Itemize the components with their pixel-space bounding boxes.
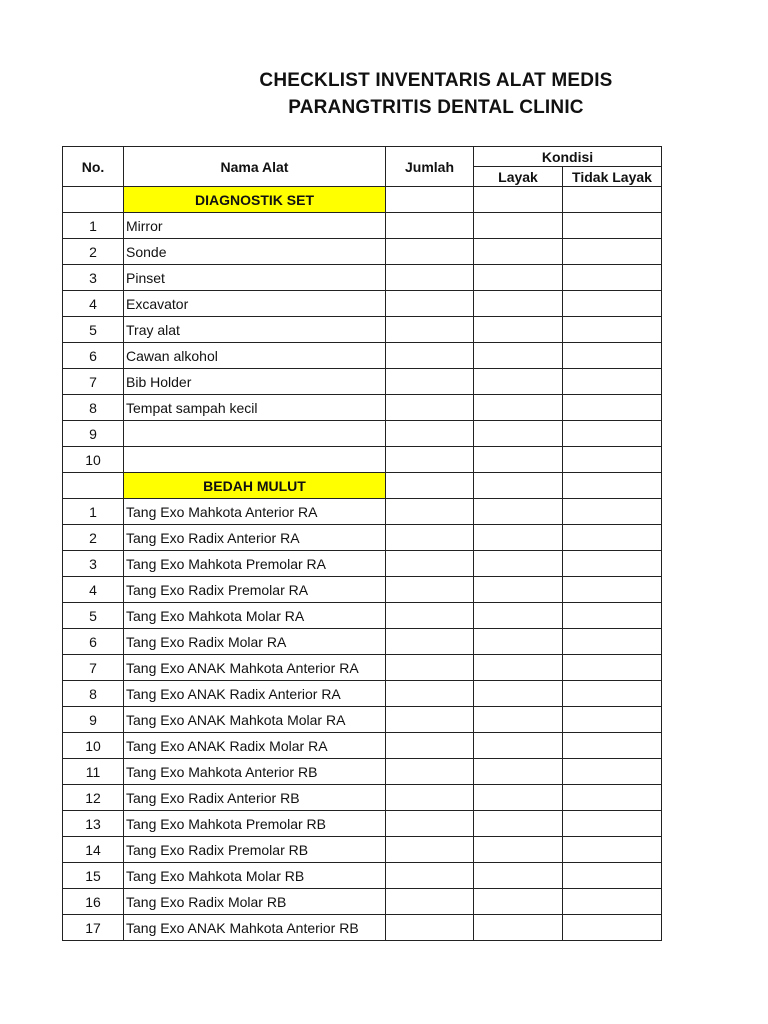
table-row xyxy=(63,551,662,577)
table-row xyxy=(63,395,662,421)
item-number: 7 xyxy=(63,655,124,681)
item-name: Tang Exo Radix Premolar RB xyxy=(124,837,386,863)
jumlah-cell xyxy=(386,707,474,733)
jumlah-cell xyxy=(386,733,474,759)
tidak-layak-cell xyxy=(563,187,662,213)
table-row xyxy=(63,291,662,317)
item-name: Tang Exo Mahkota Anterior RA xyxy=(124,499,386,525)
jumlah-cell xyxy=(386,343,474,369)
tidak-layak-cell xyxy=(563,473,662,499)
jumlah-cell xyxy=(386,265,474,291)
layak-cell xyxy=(474,707,563,733)
jumlah-cell xyxy=(386,681,474,707)
layak-cell xyxy=(474,889,563,915)
table-row xyxy=(63,603,662,629)
layak-cell xyxy=(474,603,563,629)
item-name: Sonde xyxy=(124,239,386,265)
tidak-layak-cell xyxy=(563,707,662,733)
item-number: 6 xyxy=(63,343,124,369)
layak-cell xyxy=(474,473,563,499)
jumlah-cell xyxy=(386,447,474,473)
tidak-layak-cell xyxy=(563,733,662,759)
item-name: Tang Exo ANAK Radix Anterior RA xyxy=(124,681,386,707)
layak-cell xyxy=(474,811,563,837)
item-name: Tang Exo Radix Premolar RA xyxy=(124,577,386,603)
layak-cell xyxy=(474,369,563,395)
item-number: 5 xyxy=(63,317,124,343)
jumlah-cell xyxy=(386,291,474,317)
tidak-layak-cell xyxy=(563,915,662,941)
item-name: Tang Exo Mahkota Anterior RB xyxy=(124,759,386,785)
jumlah-cell xyxy=(386,577,474,603)
layak-cell xyxy=(474,213,563,239)
jumlah-cell xyxy=(386,499,474,525)
item-number: 2 xyxy=(63,525,124,551)
item-name: Tang Exo Mahkota Molar RA xyxy=(124,603,386,629)
table-row xyxy=(63,655,662,681)
table-row xyxy=(63,421,662,447)
tidak-layak-cell xyxy=(563,655,662,681)
table-row xyxy=(63,733,662,759)
layak-cell xyxy=(474,759,563,785)
table-row xyxy=(63,889,662,915)
item-name: Tempat sampah kecil xyxy=(124,395,386,421)
layak-cell xyxy=(474,733,563,759)
layak-cell xyxy=(474,499,563,525)
item-name: Tang Exo ANAK Radix Molar RA xyxy=(124,733,386,759)
jumlah-cell xyxy=(386,395,474,421)
layak-cell xyxy=(474,343,563,369)
layak-cell xyxy=(474,551,563,577)
table-row xyxy=(63,499,662,525)
item-name xyxy=(124,447,386,473)
inventory-table xyxy=(62,146,662,941)
item-number: 9 xyxy=(63,707,124,733)
table-row xyxy=(63,629,662,655)
tidak-layak-cell xyxy=(563,811,662,837)
item-number: 17 xyxy=(63,915,124,941)
layak-cell xyxy=(474,265,563,291)
layak-cell xyxy=(474,915,563,941)
jumlah-cell xyxy=(386,759,474,785)
item-name: Tang Exo Mahkota Molar RB xyxy=(124,863,386,889)
jumlah-cell xyxy=(386,317,474,343)
item-number: 10 xyxy=(63,733,124,759)
tidak-layak-cell xyxy=(563,499,662,525)
tidak-layak-cell xyxy=(563,369,662,395)
layak-cell xyxy=(474,577,563,603)
tidak-layak-cell xyxy=(563,213,662,239)
item-name: Tang Exo Radix Molar RA xyxy=(124,629,386,655)
document-subtitle: PARANGTRITIS DENTAL CLINIC xyxy=(288,97,584,118)
jumlah-cell xyxy=(386,525,474,551)
jumlah-cell xyxy=(386,629,474,655)
jumlah-cell xyxy=(386,811,474,837)
jumlah-cell xyxy=(386,785,474,811)
tidak-layak-cell xyxy=(563,629,662,655)
table-row xyxy=(63,525,662,551)
header-kondisi: Kondisi xyxy=(474,147,662,167)
item-number: 5 xyxy=(63,603,124,629)
jumlah-cell xyxy=(386,473,474,499)
table-row xyxy=(63,681,662,707)
jumlah-cell xyxy=(386,187,474,213)
jumlah-cell xyxy=(386,421,474,447)
layak-cell xyxy=(474,681,563,707)
layak-cell xyxy=(474,655,563,681)
header-nama-alat: Nama Alat xyxy=(124,147,386,187)
item-name: Tray alat xyxy=(124,317,386,343)
table-row xyxy=(63,759,662,785)
item-number: 11 xyxy=(63,759,124,785)
tidak-layak-cell xyxy=(563,681,662,707)
table-row xyxy=(63,785,662,811)
jumlah-cell xyxy=(386,239,474,265)
section-no-cell xyxy=(63,473,124,499)
item-name: Tang Exo Mahkota Premolar RB xyxy=(124,811,386,837)
tidak-layak-cell xyxy=(563,889,662,915)
section-title: DIAGNOSTIK SET xyxy=(124,187,386,213)
layak-cell xyxy=(474,317,563,343)
item-number: 7 xyxy=(63,369,124,395)
item-name: Tang Exo Mahkota Premolar RA xyxy=(124,551,386,577)
tidak-layak-cell xyxy=(563,421,662,447)
item-number: 1 xyxy=(63,499,124,525)
item-number: 16 xyxy=(63,889,124,915)
layak-cell xyxy=(474,863,563,889)
tidak-layak-cell xyxy=(563,317,662,343)
tidak-layak-cell xyxy=(563,291,662,317)
tidak-layak-cell xyxy=(563,603,662,629)
item-name: Tang Exo ANAK Mahkota Molar RA xyxy=(124,707,386,733)
table-body xyxy=(63,187,662,941)
item-name: Bib Holder xyxy=(124,369,386,395)
layak-cell xyxy=(474,629,563,655)
header-tidak-layak: Tidak Layak xyxy=(563,167,662,187)
jumlah-cell xyxy=(386,213,474,239)
jumlah-cell xyxy=(386,863,474,889)
table-row xyxy=(63,447,662,473)
item-number: 13 xyxy=(63,811,124,837)
table-row xyxy=(63,265,662,291)
item-name: Tang Exo ANAK Mahkota Anterior RA xyxy=(124,655,386,681)
tidak-layak-cell xyxy=(563,395,662,421)
table-row xyxy=(63,915,662,941)
tidak-layak-cell xyxy=(563,265,662,291)
item-name: Cawan alkohol xyxy=(124,343,386,369)
table-row xyxy=(63,707,662,733)
section-no-cell xyxy=(63,187,124,213)
item-number: 2 xyxy=(63,239,124,265)
item-number: 8 xyxy=(63,395,124,421)
layak-cell xyxy=(474,421,563,447)
item-number: 1 xyxy=(63,213,124,239)
item-name: Mirror xyxy=(124,213,386,239)
item-name: Pinset xyxy=(124,265,386,291)
item-name xyxy=(124,421,386,447)
table-row xyxy=(63,811,662,837)
table-row xyxy=(63,837,662,863)
section-row xyxy=(63,473,662,499)
jumlah-cell xyxy=(386,889,474,915)
tidak-layak-cell xyxy=(563,343,662,369)
tidak-layak-cell xyxy=(563,837,662,863)
item-number: 4 xyxy=(63,291,124,317)
table-row xyxy=(63,863,662,889)
layak-cell xyxy=(474,395,563,421)
item-number: 6 xyxy=(63,629,124,655)
item-number: 4 xyxy=(63,577,124,603)
section-row xyxy=(63,187,662,213)
layak-cell xyxy=(474,447,563,473)
item-name: Tang Exo Radix Molar RB xyxy=(124,889,386,915)
tidak-layak-cell xyxy=(563,239,662,265)
layak-cell xyxy=(474,785,563,811)
item-name: Tang Exo Radix Anterior RA xyxy=(124,525,386,551)
layak-cell xyxy=(474,525,563,551)
jumlah-cell xyxy=(386,369,474,395)
item-name: Tang Exo Radix Anterior RB xyxy=(124,785,386,811)
item-number: 12 xyxy=(63,785,124,811)
item-number: 14 xyxy=(63,837,124,863)
header-no: No. xyxy=(63,147,124,187)
layak-cell xyxy=(474,291,563,317)
item-number: 3 xyxy=(63,551,124,577)
tidak-layak-cell xyxy=(563,447,662,473)
table-row xyxy=(63,577,662,603)
jumlah-cell xyxy=(386,837,474,863)
tidak-layak-cell xyxy=(563,785,662,811)
item-number: 10 xyxy=(63,447,124,473)
header-layak: Layak xyxy=(474,167,563,187)
table-row xyxy=(63,317,662,343)
tidak-layak-cell xyxy=(563,577,662,603)
table-row xyxy=(63,239,662,265)
layak-cell xyxy=(474,187,563,213)
document-title: CHECKLIST INVENTARIS ALAT MEDIS xyxy=(259,70,613,91)
tidak-layak-cell xyxy=(563,863,662,889)
jumlah-cell xyxy=(386,655,474,681)
layak-cell xyxy=(474,837,563,863)
item-number: 15 xyxy=(63,863,124,889)
tidak-layak-cell xyxy=(563,759,662,785)
item-number: 3 xyxy=(63,265,124,291)
tidak-layak-cell xyxy=(563,525,662,551)
table-row xyxy=(63,369,662,395)
layak-cell xyxy=(474,239,563,265)
table-row xyxy=(63,343,662,369)
header-jumlah: Jumlah xyxy=(386,147,474,187)
item-number: 8 xyxy=(63,681,124,707)
section-title: BEDAH MULUT xyxy=(124,473,386,499)
jumlah-cell xyxy=(386,551,474,577)
header-row xyxy=(63,147,662,167)
tidak-layak-cell xyxy=(563,551,662,577)
table-row xyxy=(63,213,662,239)
jumlah-cell xyxy=(386,915,474,941)
item-name: Tang Exo ANAK Mahkota Anterior RB xyxy=(124,915,386,941)
item-number: 9 xyxy=(63,421,124,447)
item-name: Excavator xyxy=(124,291,386,317)
jumlah-cell xyxy=(386,603,474,629)
